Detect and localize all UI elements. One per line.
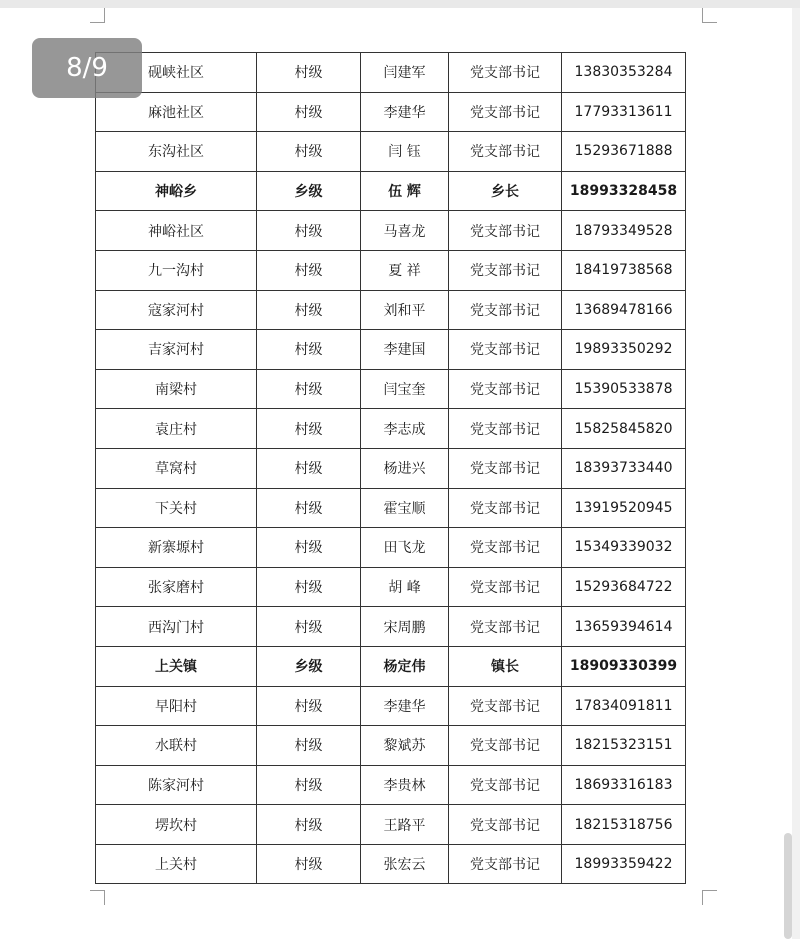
cell-level: 村级 xyxy=(257,607,361,647)
table-row xyxy=(96,607,686,647)
cell-unit: 麻池社区 xyxy=(96,92,257,132)
cell-name: 李建华 xyxy=(361,92,449,132)
cell-position: 党支部书记 xyxy=(449,805,562,845)
cell-unit: 神峪社区 xyxy=(96,211,257,251)
cell-unit: 水联村 xyxy=(96,726,257,766)
cell-name: 李贵林 xyxy=(361,765,449,805)
cell-phone: 18215323151 xyxy=(562,726,686,766)
cell-unit: 砚峡社区 xyxy=(96,53,257,93)
cell-level: 村级 xyxy=(257,844,361,884)
cell-unit: 下关村 xyxy=(96,488,257,528)
cell-position: 党支部书记 xyxy=(449,607,562,647)
cell-unit: 九一沟村 xyxy=(96,250,257,290)
cell-phone: 17793313611 xyxy=(562,92,686,132)
cell-level: 村级 xyxy=(257,765,361,805)
cell-position: 党支部书记 xyxy=(449,409,562,449)
cell-position: 党支部书记 xyxy=(449,686,562,726)
table-row xyxy=(96,250,686,290)
cell-level: 村级 xyxy=(257,726,361,766)
cell-phone: 13919520945 xyxy=(562,488,686,528)
cell-position: 党支部书记 xyxy=(449,132,562,172)
cell-level: 村级 xyxy=(257,448,361,488)
cell-phone: 18693316183 xyxy=(562,765,686,805)
contact-table-body xyxy=(96,53,686,884)
cell-level: 村级 xyxy=(257,330,361,370)
cell-unit: 东沟社区 xyxy=(96,132,257,172)
table-row xyxy=(96,686,686,726)
cell-phone: 18993359422 xyxy=(562,844,686,884)
cell-phone: 15825845820 xyxy=(562,409,686,449)
table-row xyxy=(96,488,686,528)
cell-level: 村级 xyxy=(257,132,361,172)
cell-level: 村级 xyxy=(257,290,361,330)
cell-position: 党支部书记 xyxy=(449,92,562,132)
cell-level: 村级 xyxy=(257,686,361,726)
cell-level: 村级 xyxy=(257,369,361,409)
table-row xyxy=(96,805,686,845)
table-row xyxy=(96,171,686,211)
cell-phone: 15293671888 xyxy=(562,132,686,172)
cell-phone: 15390533878 xyxy=(562,369,686,409)
cell-level: 乡级 xyxy=(257,171,361,211)
cell-name: 杨定伟 xyxy=(361,646,449,686)
cell-position: 镇长 xyxy=(449,646,562,686)
table-row xyxy=(96,765,686,805)
cell-unit: 上关镇 xyxy=(96,646,257,686)
cell-name: 闫建军 xyxy=(361,53,449,93)
table-row xyxy=(96,132,686,172)
cell-phone: 18793349528 xyxy=(562,211,686,251)
table-row xyxy=(96,567,686,607)
cell-phone: 15349339032 xyxy=(562,528,686,568)
cell-position: 党支部书记 xyxy=(449,528,562,568)
cell-name: 闫宝奎 xyxy=(361,369,449,409)
cell-level: 村级 xyxy=(257,528,361,568)
cell-name: 李建华 xyxy=(361,686,449,726)
table-row xyxy=(96,844,686,884)
page-indicator-text: 8/9 xyxy=(66,53,108,83)
cell-position: 党支部书记 xyxy=(449,53,562,93)
cell-name: 霍宝顺 xyxy=(361,488,449,528)
cell-name: 伍 辉 xyxy=(361,171,449,211)
cell-level: 村级 xyxy=(257,250,361,290)
cell-position: 党支部书记 xyxy=(449,290,562,330)
cell-name: 宋周鹏 xyxy=(361,607,449,647)
cell-phone: 18993328458 xyxy=(562,171,686,211)
cell-phone: 13830353284 xyxy=(562,53,686,93)
contact-table xyxy=(95,52,686,884)
cell-phone: 13659394614 xyxy=(562,607,686,647)
table-row xyxy=(96,409,686,449)
cell-unit: 张家磨村 xyxy=(96,567,257,607)
cell-position: 党支部书记 xyxy=(449,765,562,805)
cell-position: 党支部书记 xyxy=(449,250,562,290)
cell-position: 党支部书记 xyxy=(449,330,562,370)
crop-mark-top-right xyxy=(702,8,717,23)
table-row xyxy=(96,53,686,93)
cell-unit: 西沟门村 xyxy=(96,607,257,647)
cell-phone: 18215318756 xyxy=(562,805,686,845)
crop-mark-top-left xyxy=(90,8,105,23)
crop-mark-bottom-right xyxy=(702,890,717,905)
cell-phone: 13689478166 xyxy=(562,290,686,330)
cell-name: 马喜龙 xyxy=(361,211,449,251)
cell-phone: 15293684722 xyxy=(562,567,686,607)
cell-position: 党支部书记 xyxy=(449,726,562,766)
cell-unit: 早阳村 xyxy=(96,686,257,726)
cell-name: 黎斌苏 xyxy=(361,726,449,766)
table-row xyxy=(96,448,686,488)
cell-position: 党支部书记 xyxy=(449,844,562,884)
cell-name: 闫 钰 xyxy=(361,132,449,172)
cell-level: 村级 xyxy=(257,211,361,251)
cell-unit: 塄坎村 xyxy=(96,805,257,845)
cell-name: 张宏云 xyxy=(361,844,449,884)
cell-level: 村级 xyxy=(257,805,361,845)
cell-name: 李建国 xyxy=(361,330,449,370)
cell-unit: 袁庄村 xyxy=(96,409,257,449)
cell-phone: 18909330399 xyxy=(562,646,686,686)
table-row xyxy=(96,646,686,686)
table-row xyxy=(96,330,686,370)
cell-unit: 新寨塬村 xyxy=(96,528,257,568)
cell-level: 村级 xyxy=(257,488,361,528)
cell-name: 李志成 xyxy=(361,409,449,449)
viewer-top-strip xyxy=(0,0,800,8)
table-row xyxy=(96,369,686,409)
cell-level: 村级 xyxy=(257,409,361,449)
cell-phone: 18393733440 xyxy=(562,448,686,488)
cell-position: 党支部书记 xyxy=(449,369,562,409)
cell-name: 杨进兴 xyxy=(361,448,449,488)
table-row xyxy=(96,528,686,568)
cell-name: 刘和平 xyxy=(361,290,449,330)
cell-position: 党支部书记 xyxy=(449,211,562,251)
cell-phone: 19893350292 xyxy=(562,330,686,370)
cell-level: 村级 xyxy=(257,92,361,132)
cell-name: 田飞龙 xyxy=(361,528,449,568)
cell-level: 村级 xyxy=(257,567,361,607)
cell-position: 乡长 xyxy=(449,171,562,211)
cell-name: 夏 祥 xyxy=(361,250,449,290)
table-row xyxy=(96,726,686,766)
crop-mark-bottom-left xyxy=(90,890,105,905)
cell-unit: 陈家河村 xyxy=(96,765,257,805)
cell-unit: 神峪乡 xyxy=(96,171,257,211)
cell-unit: 吉家河村 xyxy=(96,330,257,370)
cell-unit: 寇家河村 xyxy=(96,290,257,330)
cell-level: 村级 xyxy=(257,53,361,93)
cell-position: 党支部书记 xyxy=(449,448,562,488)
table-row xyxy=(96,92,686,132)
vertical-scrollbar[interactable] xyxy=(784,833,792,939)
table-row xyxy=(96,211,686,251)
cell-phone: 18419738568 xyxy=(562,250,686,290)
cell-position: 党支部书记 xyxy=(449,567,562,607)
cell-name: 胡 峰 xyxy=(361,567,449,607)
cell-unit: 上关村 xyxy=(96,844,257,884)
cell-unit: 南梁村 xyxy=(96,369,257,409)
cell-unit: 草窝村 xyxy=(96,448,257,488)
cell-level: 乡级 xyxy=(257,646,361,686)
page-indicator-badge xyxy=(32,38,142,98)
cell-name: 王路平 xyxy=(361,805,449,845)
cell-phone: 17834091811 xyxy=(562,686,686,726)
table-row xyxy=(96,290,686,330)
cell-position: 党支部书记 xyxy=(449,488,562,528)
